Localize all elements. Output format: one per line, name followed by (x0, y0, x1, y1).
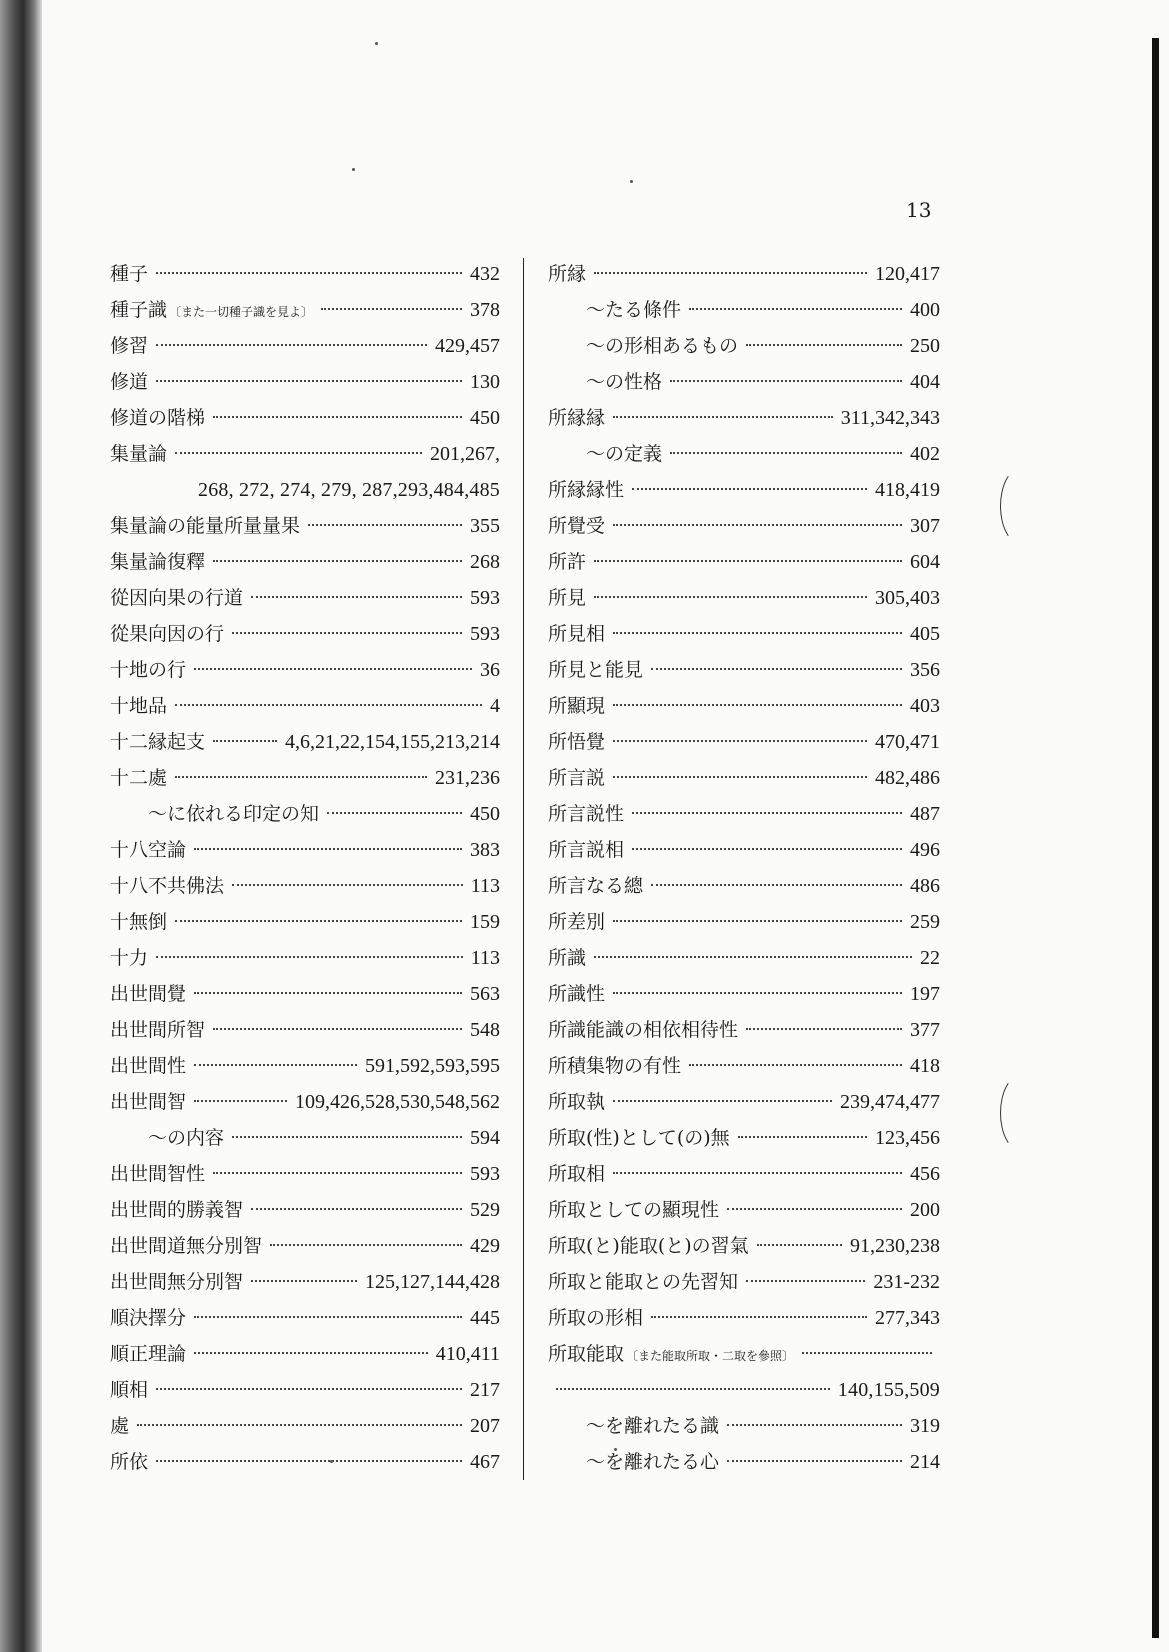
index-page-refs: 113 (470, 947, 500, 969)
index-entry (110, 1192, 500, 1228)
dot-leader (213, 1028, 462, 1030)
dot-leader (308, 524, 462, 526)
index-entry (110, 1156, 500, 1192)
index-page-refs: 593 (470, 623, 500, 645)
index-entry (548, 1228, 940, 1264)
index-term: 出世間的勝義智 (110, 1199, 244, 1221)
index-page-refs: 113 (470, 875, 500, 897)
index-term: 所悟覺 (548, 731, 606, 753)
index-page-refs: 197 (910, 983, 940, 1005)
index-page-refs: 200 (910, 1199, 940, 1221)
dot-leader (670, 452, 902, 454)
index-term: 十地品 (110, 695, 168, 717)
scan-artifact-arc (1000, 1075, 1041, 1151)
index-term: 集量論復釋 (110, 551, 206, 573)
index-entry (110, 580, 500, 616)
scan-speck (630, 180, 633, 183)
index-subentry (548, 436, 940, 472)
index-entry (110, 1444, 500, 1480)
index-entry (548, 544, 940, 580)
index-page-refs: 403 (910, 695, 940, 717)
index-term: 〜を離れたる識 (586, 1415, 720, 1437)
index-term: 修道の階梯 (110, 407, 206, 429)
index-page-refs: 445 (470, 1307, 500, 1329)
index-page-refs: 378 (470, 299, 500, 321)
index-entry (110, 1408, 500, 1444)
dot-leader (746, 1028, 902, 1030)
index-page-refs: 486 (910, 875, 940, 897)
index-term: 順決擇分 (110, 1307, 187, 1329)
index-entry (110, 400, 500, 436)
index-page-refs: 429 (470, 1235, 500, 1257)
column-divider (523, 258, 524, 1480)
dot-leader (175, 776, 427, 778)
index-column-right (548, 256, 940, 1480)
index-term: 處 (110, 1415, 130, 1437)
dot-leader (156, 1460, 462, 1462)
index-term: 〜たる條件 (586, 299, 682, 321)
index-term: 十力 (110, 947, 149, 969)
dot-leader (757, 1244, 842, 1246)
index-term: 所言説性 (548, 803, 625, 825)
index-page-refs: 604 (910, 551, 940, 573)
index-page-refs: 201,267, (430, 443, 500, 465)
index-entry (548, 688, 940, 724)
dot-leader (746, 344, 902, 346)
index-page-refs: 123,456 (875, 1127, 940, 1149)
index-entry (548, 940, 940, 976)
dot-leader (613, 740, 867, 742)
index-entry (548, 904, 940, 940)
scan-artifact-arc (1000, 468, 1041, 544)
index-page-refs: 383 (470, 839, 500, 861)
index-term: 從果向因の行 (110, 623, 225, 645)
index-subentry (548, 1444, 940, 1480)
dot-leader (613, 920, 902, 922)
index-term: 所取と能取との先習知 (548, 1271, 739, 1293)
index-term: 所言説 (548, 767, 606, 789)
index-page-refs: 593 (470, 587, 500, 609)
index-entry-continuation (110, 472, 500, 508)
dot-leader (232, 884, 463, 886)
index-entry (110, 436, 500, 472)
index-subentry (110, 796, 500, 832)
index-page-refs: 307 (910, 515, 940, 537)
index-term: 所識 (548, 947, 587, 969)
index-entry (548, 580, 940, 616)
index-column-left (110, 256, 500, 1480)
index-entry (110, 1372, 500, 1408)
dot-leader (194, 992, 462, 994)
scan-edge-shadow (0, 0, 42, 1652)
index-page-refs: 259 (910, 911, 940, 933)
dot-leader (194, 1352, 428, 1354)
index-page-refs: 563 (470, 983, 500, 1005)
dot-leader (594, 560, 902, 562)
index-term: 集量論の能量所量量果 (110, 515, 301, 537)
dot-leader (251, 1208, 462, 1210)
index-term: 所覺受 (548, 515, 606, 537)
scan-speck (375, 42, 378, 45)
index-subentry (548, 292, 940, 328)
index-term: 十八空論 (110, 839, 187, 861)
dot-leader (746, 1280, 865, 1282)
index-page-refs: 482,486 (875, 767, 940, 789)
index-term: 〜に依れる印定の知 (148, 803, 320, 825)
index-page-refs: 268, 272, 274, 279, 287,293,484,485 (198, 479, 500, 501)
scan-speck (352, 168, 355, 171)
dot-leader (613, 992, 902, 994)
index-subentry (548, 1408, 940, 1444)
dot-leader (194, 1064, 357, 1066)
index-page-refs: 402 (910, 443, 940, 465)
index-page-refs: 450 (470, 407, 500, 429)
index-page-refs: 429,457 (435, 335, 500, 357)
index-entry (110, 544, 500, 580)
index-term: 所見 (548, 587, 587, 609)
index-page-refs: 91,230,238 (850, 1235, 940, 1257)
index-page-refs: 109,426,528,530,548,562 (295, 1091, 500, 1113)
index-term: 〜の定義 (586, 443, 663, 465)
dot-leader (670, 380, 902, 382)
dot-leader (613, 524, 902, 526)
dot-leader (613, 1172, 902, 1174)
index-page-refs: 231,236 (435, 767, 500, 789)
index-page-refs: 400 (910, 299, 940, 321)
index-page-refs: 404 (910, 371, 940, 393)
index-term: 修習 (110, 335, 149, 357)
index-page-refs: 125,127,144,428 (365, 1271, 500, 1293)
index-entry (110, 1264, 500, 1300)
scan-edge-bar (1152, 38, 1159, 1638)
index-page-refs: 207 (470, 1415, 500, 1437)
index-term: 出世間智 (110, 1091, 187, 1113)
dot-leader (156, 956, 463, 958)
index-term: 集量論 (110, 443, 168, 465)
index-term: 所取執 (548, 1091, 606, 1113)
index-entry (110, 616, 500, 652)
index-entry (548, 1084, 940, 1120)
index-entry (548, 976, 940, 1012)
index-term: 〜の内容 (148, 1127, 225, 1149)
index-cross-reference: 〔また一切種子識を見よ〕 (169, 305, 314, 319)
dot-leader (613, 776, 867, 778)
dot-leader (175, 452, 422, 454)
index-entry (548, 1264, 940, 1300)
index-page-refs: 311,342,343 (840, 407, 940, 429)
index-page-refs: 214 (910, 1451, 940, 1473)
index-page-refs: 432 (470, 263, 500, 285)
index-entry (110, 1048, 500, 1084)
index-entry (548, 796, 940, 832)
index-entry (110, 508, 500, 544)
index-term: 順相 (110, 1379, 149, 1401)
index-entry (548, 472, 940, 508)
dot-leader (194, 1316, 462, 1318)
index-entry (548, 1300, 940, 1336)
dot-leader (137, 1424, 462, 1426)
dot-leader (194, 848, 462, 850)
dot-leader (613, 632, 902, 634)
scan-speck (330, 1460, 333, 1463)
index-term: 十地の行 (110, 659, 187, 681)
index-term: 所取の形相 (548, 1307, 644, 1329)
index-page-refs: 467 (470, 1451, 500, 1473)
index-entry (110, 724, 500, 760)
index-page-refs: 356 (910, 659, 940, 681)
index-entry (110, 688, 500, 724)
index-page-refs: 377 (910, 1019, 940, 1041)
index-entry (548, 760, 940, 796)
index-term: 十無倒 (110, 911, 168, 933)
page-number: 13 (906, 198, 932, 222)
index-page-refs: 487 (910, 803, 940, 825)
dot-leader (556, 1388, 830, 1390)
index-page-refs: 250 (910, 335, 940, 357)
index-page-refs: 120,417 (875, 263, 940, 285)
index-entry (548, 1048, 940, 1084)
index-term: 十八不共佛法 (110, 875, 225, 897)
index-page-refs: 217 (470, 1379, 500, 1401)
dot-leader (213, 416, 462, 418)
index-entry (110, 1336, 500, 1372)
index-entry (548, 652, 940, 688)
dot-leader (327, 812, 462, 814)
scan-speck (614, 1448, 617, 1451)
dot-leader (727, 1460, 902, 1462)
index-page-refs: 140,155,509 (837, 1379, 940, 1401)
dot-leader (594, 596, 867, 598)
index-page-refs: 405 (910, 623, 940, 645)
index-entry (548, 1156, 940, 1192)
index-term: 所取能取 (548, 1343, 625, 1365)
index-term: 所取相 (548, 1163, 606, 1185)
index-entry (548, 400, 940, 436)
dot-leader (213, 560, 462, 562)
index-entry-continuation (548, 1372, 940, 1408)
index-term: 所取(性)として(の)無 (548, 1127, 730, 1149)
dot-leader (175, 920, 462, 922)
index-term: 所差別 (548, 911, 606, 933)
index-subentry (548, 328, 940, 364)
index-entry (548, 616, 940, 652)
dot-leader (156, 1388, 462, 1390)
index-term: 所言説相 (548, 839, 625, 861)
index-term: 〜の性格 (586, 371, 663, 393)
dot-leader (632, 488, 867, 490)
index-term: 出世間智性 (110, 1163, 206, 1185)
index-page-refs: 355 (470, 515, 500, 537)
dot-leader (594, 956, 912, 958)
index-entry (548, 868, 940, 904)
index-entry (110, 940, 500, 976)
index-page-refs: 4 (490, 695, 500, 717)
index-term: 所縁縁 (548, 407, 606, 429)
dot-leader (232, 1136, 462, 1138)
index-page-refs: 36 (480, 659, 500, 681)
index-term: 所識能識の相依相待性 (548, 1019, 739, 1041)
index-entry (110, 256, 500, 292)
index-page-refs: 496 (910, 839, 940, 861)
dot-leader (251, 596, 462, 598)
index-entry (548, 256, 940, 292)
dot-leader (632, 812, 902, 814)
index-page-refs: 268 (470, 551, 500, 573)
index-term: 〜の形相あるもの (586, 335, 739, 357)
index-page-refs: 410,411 (435, 1343, 500, 1365)
index-entry (548, 1012, 940, 1048)
index-entry (110, 1300, 500, 1336)
dot-leader (651, 1316, 867, 1318)
dot-leader (194, 1100, 287, 1102)
index-term: 十二縁起支 (110, 731, 206, 753)
dot-leader (251, 1280, 357, 1282)
index-page-refs: 277,343 (875, 1307, 940, 1329)
index-term: 所見と能見 (548, 659, 644, 681)
dot-leader (213, 740, 277, 742)
index-entry (548, 724, 940, 760)
index-entry (548, 832, 940, 868)
index-entry (548, 1192, 940, 1228)
index-page-refs: 418 (910, 1055, 940, 1077)
dot-leader (156, 272, 462, 274)
index-page-refs: 593 (470, 1163, 500, 1185)
index-cross-reference: 〔また能取所取・二取を參照〕 (626, 1349, 795, 1363)
index-term: 所許 (548, 551, 587, 573)
index-page-refs: 548 (470, 1019, 500, 1041)
index-entry (110, 1012, 500, 1048)
index-entry (110, 328, 500, 364)
index-page-refs: 305,403 (875, 587, 940, 609)
index-page-refs: 4,6,21,22,154,155,213,214 (285, 731, 500, 753)
index-term: 所取(と)能取(と)の習氣 (548, 1235, 749, 1257)
index-page-refs: 591,592,593,595 (365, 1055, 500, 1077)
index-term: 所取としての顯現性 (548, 1199, 720, 1221)
index-entry (110, 904, 500, 940)
index-term: 所顯現 (548, 695, 606, 717)
dot-leader (232, 632, 462, 634)
index-entry (110, 652, 500, 688)
index-term: 所識性 (548, 983, 606, 1005)
index-term: 順正理論 (110, 1343, 187, 1365)
index-entry (110, 1228, 500, 1264)
index-page-refs: 418,419 (875, 479, 940, 501)
index-page-refs: 450 (470, 803, 500, 825)
index-page-refs: 159 (470, 911, 500, 933)
dot-leader (802, 1352, 932, 1354)
index-term: 所依 (110, 1451, 149, 1473)
index-term: 出世間道無分別智 (110, 1235, 263, 1257)
index-page-refs: 594 (470, 1127, 500, 1149)
dot-leader (156, 344, 427, 346)
index-entry (110, 832, 500, 868)
dot-leader (689, 1064, 902, 1066)
index-page-refs: 470,471 (875, 731, 940, 753)
index-page-refs: 231-232 (873, 1271, 940, 1293)
dot-leader (213, 1172, 462, 1174)
index-page-refs: 22 (920, 947, 940, 969)
index-term: 修道 (110, 371, 149, 393)
index-entry (110, 868, 500, 904)
dot-leader (321, 308, 462, 310)
dot-leader (175, 704, 482, 706)
index-term: 所積集物の有性 (548, 1055, 682, 1077)
index-term: 從因向果の行道 (110, 587, 244, 609)
dot-leader (594, 272, 867, 274)
index-page-refs: 130 (470, 371, 500, 393)
dot-leader (270, 1244, 462, 1246)
dot-leader (156, 380, 462, 382)
index-page-refs: 529 (470, 1199, 500, 1221)
index-term: 出世間所智 (110, 1019, 206, 1041)
dot-leader (613, 704, 902, 706)
dot-leader (613, 1100, 832, 1102)
dot-leader (651, 884, 902, 886)
dot-leader (689, 308, 902, 310)
index-term: 出世間性 (110, 1055, 187, 1077)
index-entry (548, 1336, 940, 1372)
dot-leader (613, 416, 833, 418)
index-entry (110, 760, 500, 796)
index-entry (548, 508, 940, 544)
index-page-refs: 456 (910, 1163, 940, 1185)
index-term: 所縁 (548, 263, 587, 285)
index-term: 所縁縁性 (548, 479, 625, 501)
index-entry (110, 976, 500, 1012)
index-term: 出世間無分別智 (110, 1271, 244, 1293)
index-term: 所言なる總 (548, 875, 644, 897)
index-term: 種子 (110, 263, 149, 285)
index-entry (110, 1084, 500, 1120)
index-entry (110, 364, 500, 400)
index-subentry (548, 364, 940, 400)
index-subentry (110, 1120, 500, 1156)
dot-leader (651, 668, 902, 670)
dot-leader (738, 1136, 867, 1138)
dot-leader (194, 668, 472, 670)
index-entry (110, 292, 500, 328)
dot-leader (632, 848, 902, 850)
dot-leader (727, 1208, 902, 1210)
index-entry (548, 1120, 940, 1156)
index-term: 〜を離れたる心 (586, 1451, 720, 1473)
index-term: 十二處 (110, 767, 168, 789)
index-page-refs: 319 (910, 1415, 940, 1437)
index-page-refs: 239,474,477 (840, 1091, 940, 1113)
index-term: 出世間覺 (110, 983, 187, 1005)
index-term: 所見相 (548, 623, 606, 645)
dot-leader (727, 1424, 902, 1426)
index-term: 種子識 (110, 299, 168, 321)
